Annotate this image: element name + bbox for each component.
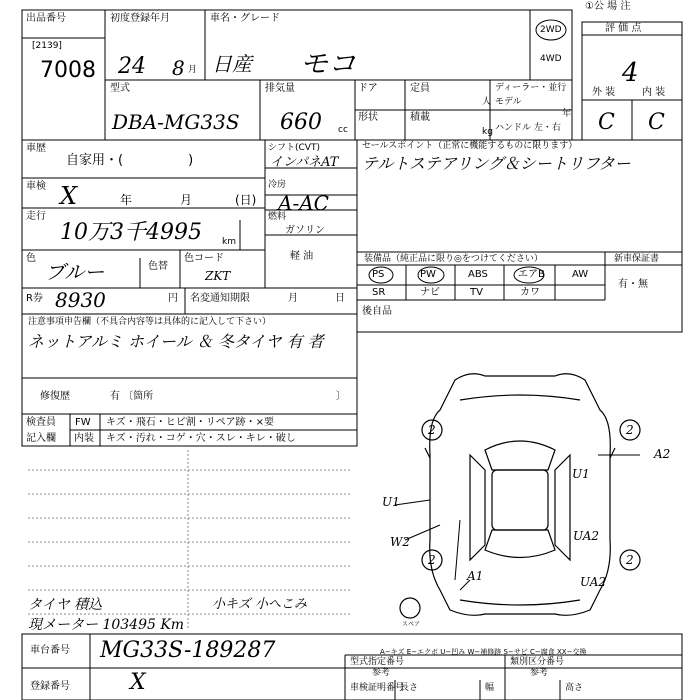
month-unit: 月 <box>188 65 198 75</box>
shape-label: 形状 <box>358 112 378 123</box>
color-label: 色 <box>26 253 36 264</box>
length-label: 長さ <box>400 683 419 693</box>
mark-front-left: 2 <box>428 423 436 437</box>
mark-a1-rear: A1 <box>467 569 484 583</box>
eval-score: 4 <box>622 58 639 88</box>
chassis-label: 車台番号 <box>30 645 70 656</box>
type-value: DBA-MG33S <box>112 110 240 134</box>
kg-unit: kg <box>482 127 493 137</box>
inspection-day-unit: (日) <box>235 193 257 207</box>
equip-ps: PS <box>372 269 385 280</box>
mark-rear-right: 2 <box>626 553 634 567</box>
fuel-petrol: ガソリン <box>285 225 325 236</box>
lot-code: [2139] <box>32 41 62 51</box>
drive-4wd: 4WD <box>540 54 562 64</box>
equip-leather: カワ <box>520 287 540 298</box>
equip-pw: PW <box>420 269 436 280</box>
yen-unit: 円 <box>168 293 178 304</box>
exterior-grade: C <box>598 110 615 135</box>
top-right-mark: ①公 場 注 <box>585 1 631 12</box>
class-label: 類別区分番号 <box>510 657 565 667</box>
auction-no-label: 出品番号 <box>26 13 66 24</box>
type-designation-label: 型式指定番号 <box>350 657 405 667</box>
height-label: 高さ <box>565 683 584 693</box>
eval-label: 評 価 点 <box>605 23 642 34</box>
model-name: モコ <box>300 47 357 80</box>
displacement-label: 排気量 <box>265 83 295 94</box>
name-change-day: 日 <box>335 293 345 304</box>
usage-label: 車歴 <box>26 143 46 154</box>
warranty-value: 有・無 <box>618 279 648 290</box>
usage-value: 自家用・( ) <box>66 153 194 168</box>
mark-front-right: 2 <box>626 423 634 437</box>
load-label: 積載 <box>410 112 430 123</box>
door-label: ドア <box>358 83 378 94</box>
year-unit: 年 <box>562 109 572 119</box>
model-year-label: モデル <box>495 97 522 107</box>
type-label: 型式 <box>110 83 130 94</box>
shift-value: インパネAT <box>270 155 339 170</box>
maker-label: 車名・グレード <box>210 13 280 24</box>
mark-u1-right: U1 <box>572 467 590 481</box>
ac-value: A-AC <box>278 191 329 215</box>
inspection-month-unit: 月 <box>180 193 193 207</box>
name-change-label: 名変通知期限 <box>190 293 250 304</box>
handle-label: ハンドル 左・右 <box>495 123 561 133</box>
first-reg-label: 初度登録年月 <box>110 13 170 24</box>
recycle-label: R券 <box>26 293 43 304</box>
equip-aw: AW <box>572 269 589 280</box>
cert-label: 車検証明番号 <box>350 683 405 693</box>
mark-rear-left: 2 <box>428 553 436 567</box>
repair-close: 〕 <box>336 391 346 402</box>
exterior-items: キズ・飛石・ヒビ割・リペア跡・×要 <box>106 417 274 428</box>
diagram-legend: A−キズ E−エクボ U−凹み W−補修跡 S−サビ C−腐食 XX−交換 <box>380 648 587 656</box>
color-code-label: 色コード <box>184 253 224 264</box>
ac-label: 冷房 <box>268 180 287 190</box>
reg-no-value: X <box>130 670 146 695</box>
mark-a2-right: A2 <box>654 447 671 461</box>
reg-year: 24 <box>118 54 146 79</box>
ref-label: 参考 <box>372 668 391 678</box>
shift-label: シフト(CVT) <box>268 143 320 153</box>
minor-note: 小キズ 小へこみ <box>212 597 307 612</box>
mark-ua2-right: UA2 <box>573 529 600 543</box>
inspection-year-unit: 年 <box>120 193 133 207</box>
color-code-value: ZKT <box>205 269 231 283</box>
equip-navi: ナビ <box>420 287 440 298</box>
dealer-label: ディーラー・並行 <box>495 83 567 93</box>
mark-ua2-rear: UA2 <box>580 575 607 589</box>
equipment-label: 装備品（純正品に限り◎をつけてください） <box>364 254 543 264</box>
color-value: ブルー <box>45 260 105 284</box>
sales-point-value: テルトステアリング＆シートリフター <box>362 154 631 173</box>
sales-point-label: セールスポイント（正常に機能するものに限ります） <box>362 141 578 151</box>
repair-value: 有 〔箇所 <box>110 391 154 402</box>
fill-label: 記入欄 <box>26 433 56 444</box>
fw-label: FW <box>75 417 91 428</box>
notes-value: ネットアルミ ホイール ＆ 冬タイヤ 有 者 <box>28 332 324 351</box>
mark-u1-left: U1 <box>382 495 400 509</box>
interior-label-row: 内装 <box>74 433 94 444</box>
mark-w2-left: W2 <box>390 535 410 549</box>
ref-label-2: 参考 <box>530 668 549 678</box>
spare-label: スペア <box>402 621 421 628</box>
tire-note: タイヤ 積込 <box>28 597 103 613</box>
interior-label: 内 装 <box>642 87 666 98</box>
rear-seat-label: 後自品 <box>362 306 392 317</box>
fuel-diesel: 軽 油 <box>290 251 314 262</box>
person-unit: 人 <box>482 97 492 107</box>
interior-items: キズ・汚れ・コゲ・穴・スレ・キレ・破し <box>106 433 296 444</box>
recycle-value: 8930 <box>55 288 106 312</box>
equip-airbag: エアB <box>518 269 545 280</box>
notes-label: 注意事項申告欄（不具合内容等は具体的に記入して下さい） <box>28 317 272 327</box>
warranty-label: 新車保証書 <box>614 254 660 264</box>
equip-tv: TV <box>470 287 483 298</box>
mileage-note: 現メーター 103495 Km <box>28 617 185 633</box>
color-change-label: 色替 <box>148 261 168 272</box>
repair-label: 修復歴 <box>40 391 70 402</box>
name-change-month: 月 <box>288 293 298 304</box>
mileage-value: 10万3千4995 <box>60 220 202 245</box>
width-label: 幅 <box>485 683 495 693</box>
displacement-unit: cc <box>338 125 348 135</box>
mileage-label: 走行 <box>26 211 46 222</box>
inspection-mark: X <box>60 182 78 210</box>
maker-name: 日産 <box>212 52 252 76</box>
drive-2wd: 2WD <box>540 25 562 35</box>
fuel-label: 燃料 <box>268 212 287 222</box>
reg-no-label: 登録番号 <box>30 681 70 692</box>
equip-sr: SR <box>372 287 386 298</box>
checker-label: 検査員 <box>26 417 56 428</box>
exterior-label: 外 装 <box>592 87 616 98</box>
equip-abs: ABS <box>468 269 488 280</box>
capacity-label: 定員 <box>410 83 430 94</box>
interior-grade: C <box>648 110 665 135</box>
chassis-value: MG33S-189287 <box>100 638 276 663</box>
lot-number: 7008 <box>40 58 96 83</box>
reg-month: 8 <box>172 56 185 80</box>
inspection-label: 車検 <box>26 181 46 192</box>
displacement-value: 660 <box>280 110 322 135</box>
mileage-unit: km <box>222 237 236 247</box>
